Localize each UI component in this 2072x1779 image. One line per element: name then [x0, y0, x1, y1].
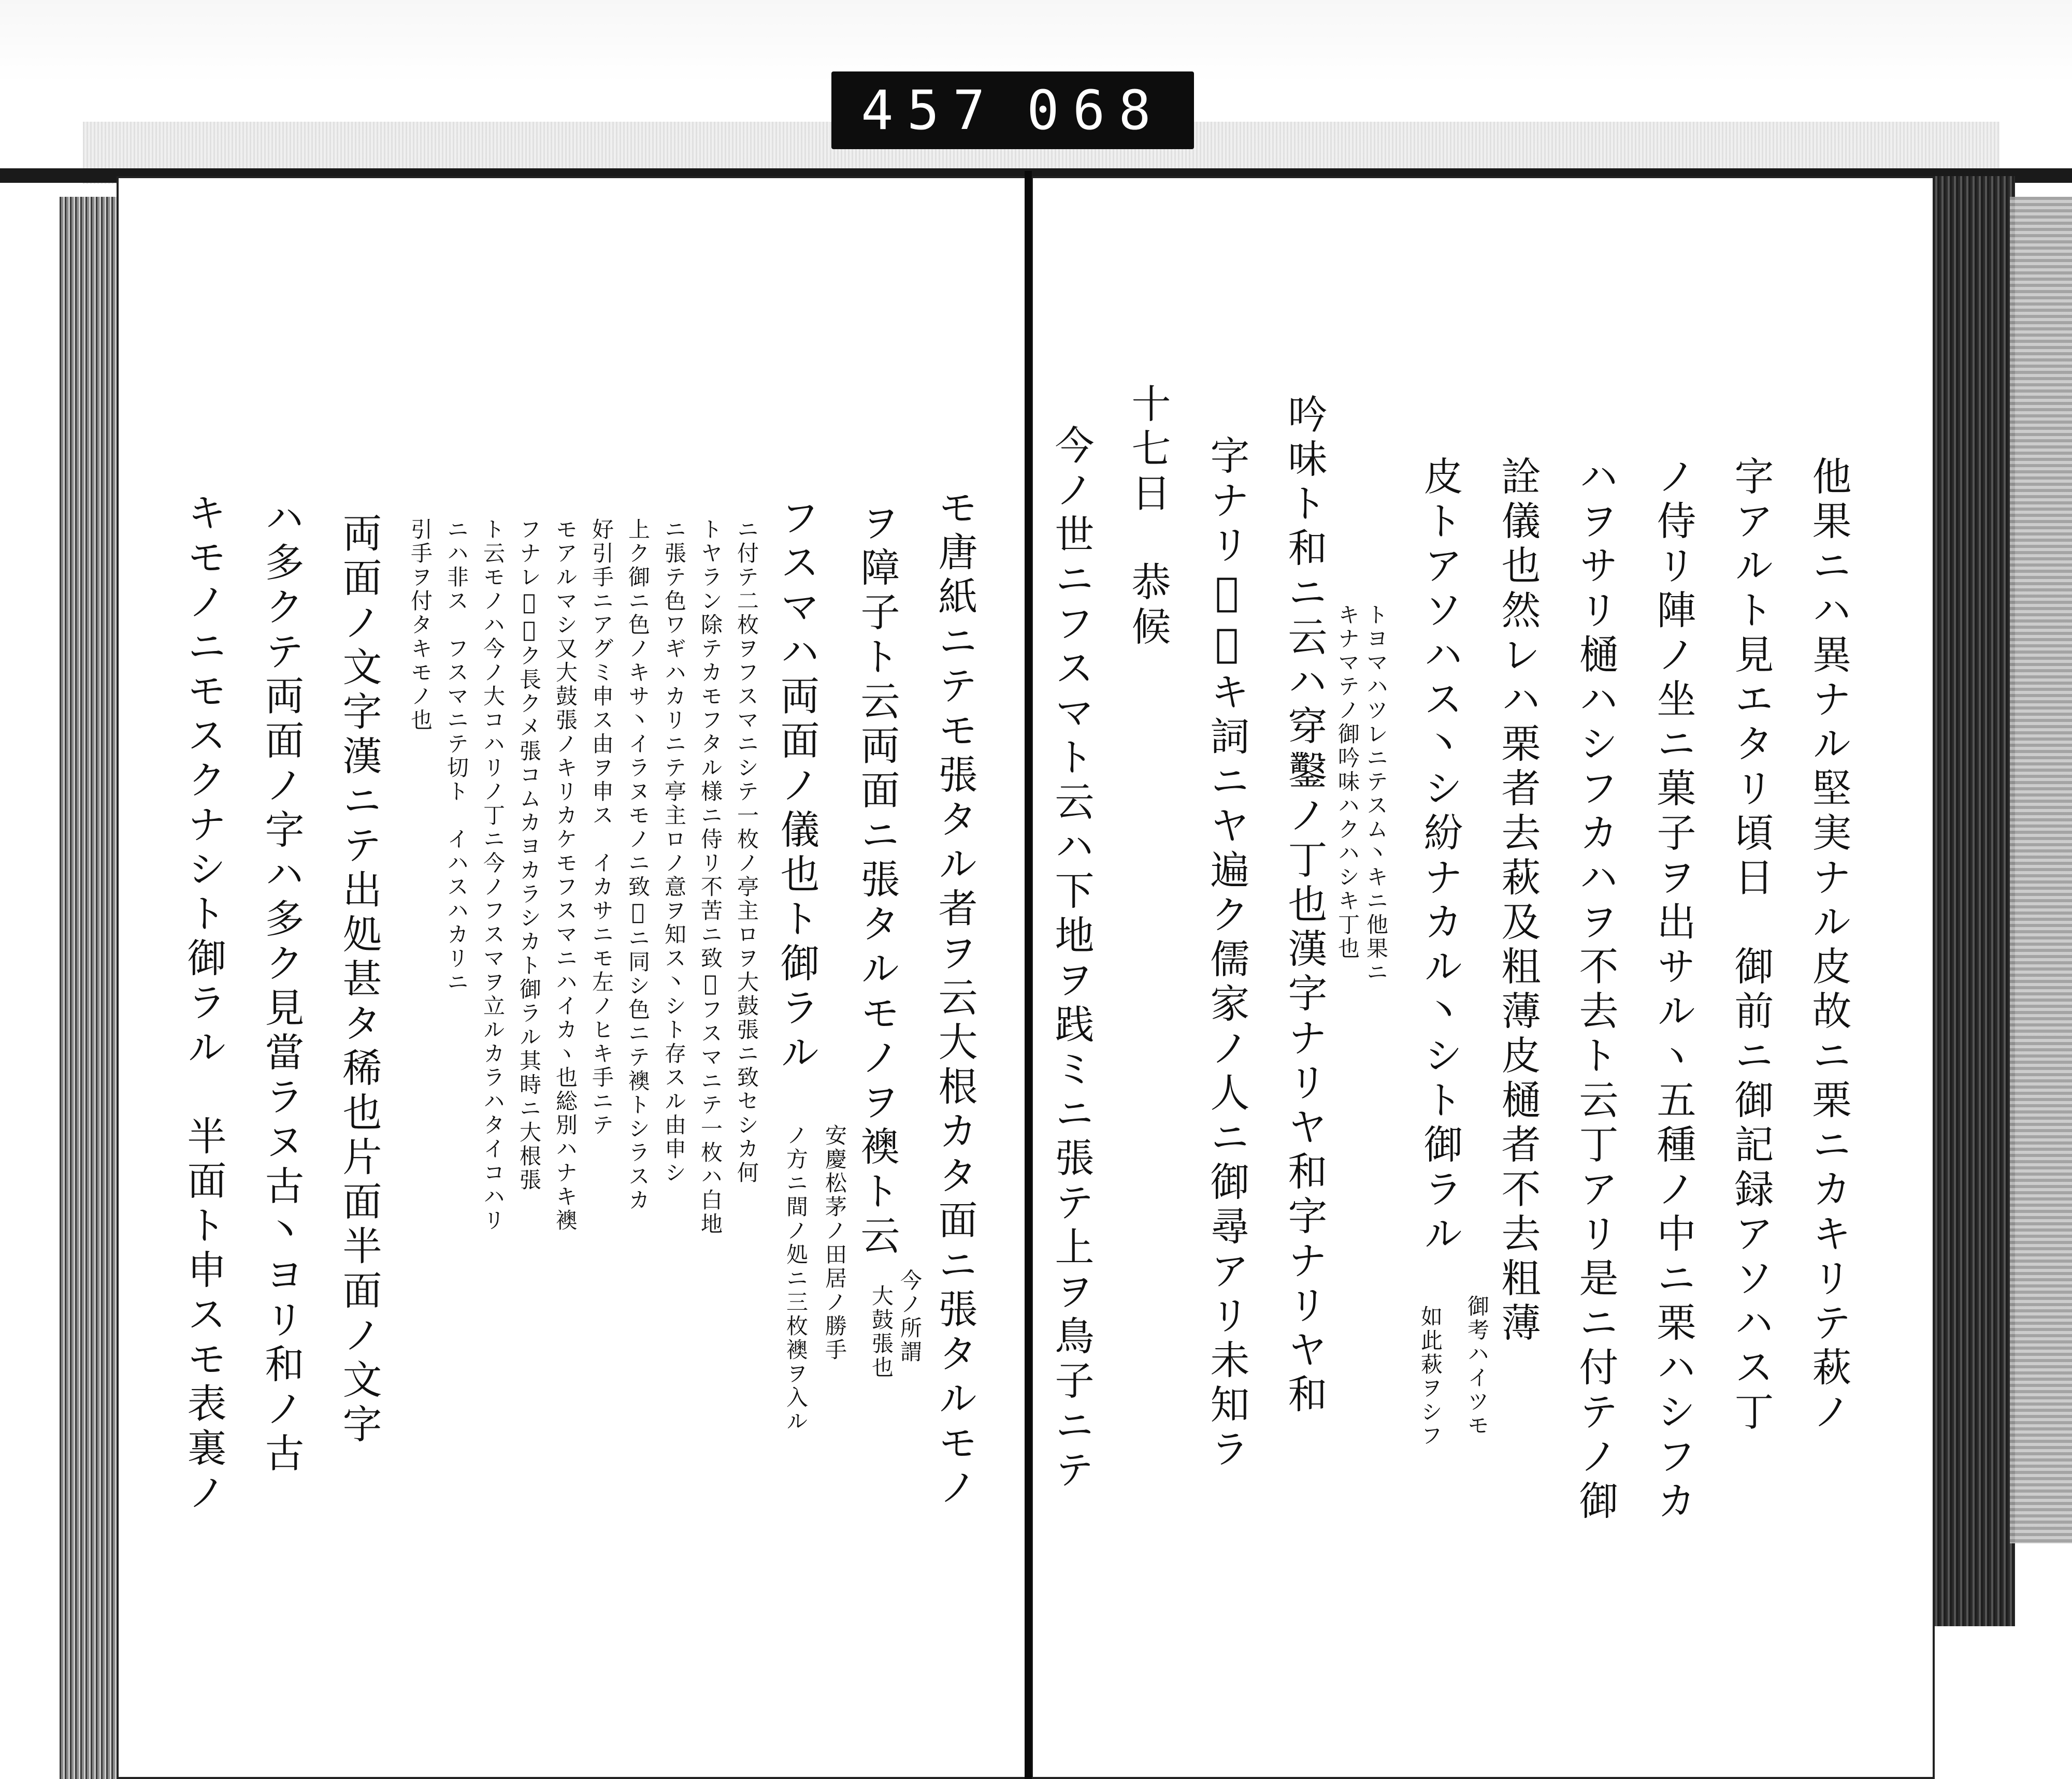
right-col-8: 字ナリ𪜈古キ詞ニヤ遍ク儒家ノ人ニ御尋アリ未知ラ [1204, 435, 1250, 1473]
reel-number: 457 [861, 79, 999, 142]
left-note-10: モアルマシ又大鼓張ノキリカケモフスマニハイカヽ也総別ハナキ襖 [553, 518, 578, 1233]
left-col-3: フスマハ両面ノ儀也ト御ラル [774, 497, 820, 1076]
right-page-edges [1927, 176, 2015, 1626]
left-note-7: ニ張テ色ワギハカリニテ亭主ロノ意ヲ知ス丶シト存スル由申シ [661, 518, 687, 1185]
frame-number-plate [831, 71, 1194, 149]
left-note-8: 上ク御ニ色ノキサ丶イラヌモノニ致𪜈ニ同シ色ニテ襖トシラスカ [625, 518, 651, 1212]
left-note-6: トヤラン除テカモフタル様ニ侍リ不苦ニ致𪜈フスマニテ一枚ハ白地 [698, 518, 723, 1236]
right-note-2: 如此萩ヲシフ [1418, 1305, 1443, 1448]
right-col-5: 詮儀也然レハ栗者去萩及粗薄皮樋者不去粗薄 [1495, 456, 1541, 1347]
left-col-4: 両面ノ文字漢ニテ出処甚タ稀也片面半面ノ文字 [336, 513, 382, 1448]
left-note-13: ニハ非ス フスマニテ切ト イハスハカリニ [444, 518, 469, 994]
left-note-1: 今ノ所謂 [897, 1269, 923, 1364]
left-note-5: ニ付テ二枚ヲフスマニシテ一枚ノ亭主ロヲ大鼓張ニ致セシカ何 [734, 518, 759, 1185]
right-cover-edge [2010, 197, 2072, 1543]
frame-number: 068 [1027, 79, 1164, 142]
book-spine [1025, 171, 1032, 1779]
right-col-4: ハヲサリ樋ハシフカハヲ不去ト云丁アリ是ニ付テノ御 [1573, 456, 1619, 1525]
left-note-2: 大鼓張也 [869, 1284, 894, 1380]
right-note-3: トヨマハツレニテスム丶キニ他果ニ [1363, 603, 1389, 985]
right-note-1: 御考ハイツモ [1464, 1295, 1490, 1438]
left-note-12: ト云モノハ今ノ大コハリノ丁ニ今ノフスマヲ立ルカラハタイコハリ [480, 518, 506, 1233]
right-note-4: キナマテノ御吟味ハクハシキ丁也 [1335, 603, 1360, 961]
right-col-7: 吟味ト和ニ云ハ穿鑿ノ丁也漢字ナリヤ和字ナリヤ和 [1282, 394, 1328, 1418]
right-col-1: 他果ニハ異ナル堅実ナル皮故ニ栗ニカキリテ萩ノ [1806, 456, 1852, 1436]
right-col-2: 字アルト見エタリ頃日 御前ニ御記録アソハス丁 [1728, 456, 1774, 1436]
right-col-6: 皮トアソハス丶シ紛ナカル丶シト御ラル [1417, 456, 1463, 1257]
left-note-4: ノ方ニ間ノ処ニ三枚襖ヲ入ル [783, 1124, 809, 1434]
left-note-11: フナレ𪜈細ク長クメ張コムカヨカラシカト御ラル其時ニ大根張 [516, 518, 542, 1192]
right-col-9: 十七日 恭候 [1125, 383, 1171, 650]
left-note-9: 好引手ニアグミ申ス由ヲ申ス イカサニモ左ノヒキ手ニテ [589, 518, 614, 1137]
left-note-14: 引手ヲ付タキモノ也 [408, 518, 433, 732]
left-col-5: ハ多クテ両面ノ字ハ多ク見當ラヌ古丶ヨリ和ノ古 [258, 497, 305, 1477]
left-col-6: キモノニモスクナシト御ラル 半面ト申スモ表裏ノ [181, 492, 227, 1516]
left-col-1: モ唐紙ニテモ張タル者ヲ云大根カタ面ニ張タルモノ [932, 487, 978, 1511]
right-col-10: 今ノ世ニフスマト云ハ下地ヲ践ミニ張テ上ヲ鳥子ニテ [1048, 425, 1095, 1494]
left-note-3: 安慶松茅ノ田居ノ勝手 [822, 1124, 847, 1362]
right-col-3: ノ侍リ陣ノ坐ニ菓子ヲ出サルヽ五種ノ中ニ栗ハシフカ [1650, 456, 1696, 1525]
left-col-2: ヲ障子ト云両面ニ張タルモノヲ襖ト云 [854, 502, 900, 1260]
